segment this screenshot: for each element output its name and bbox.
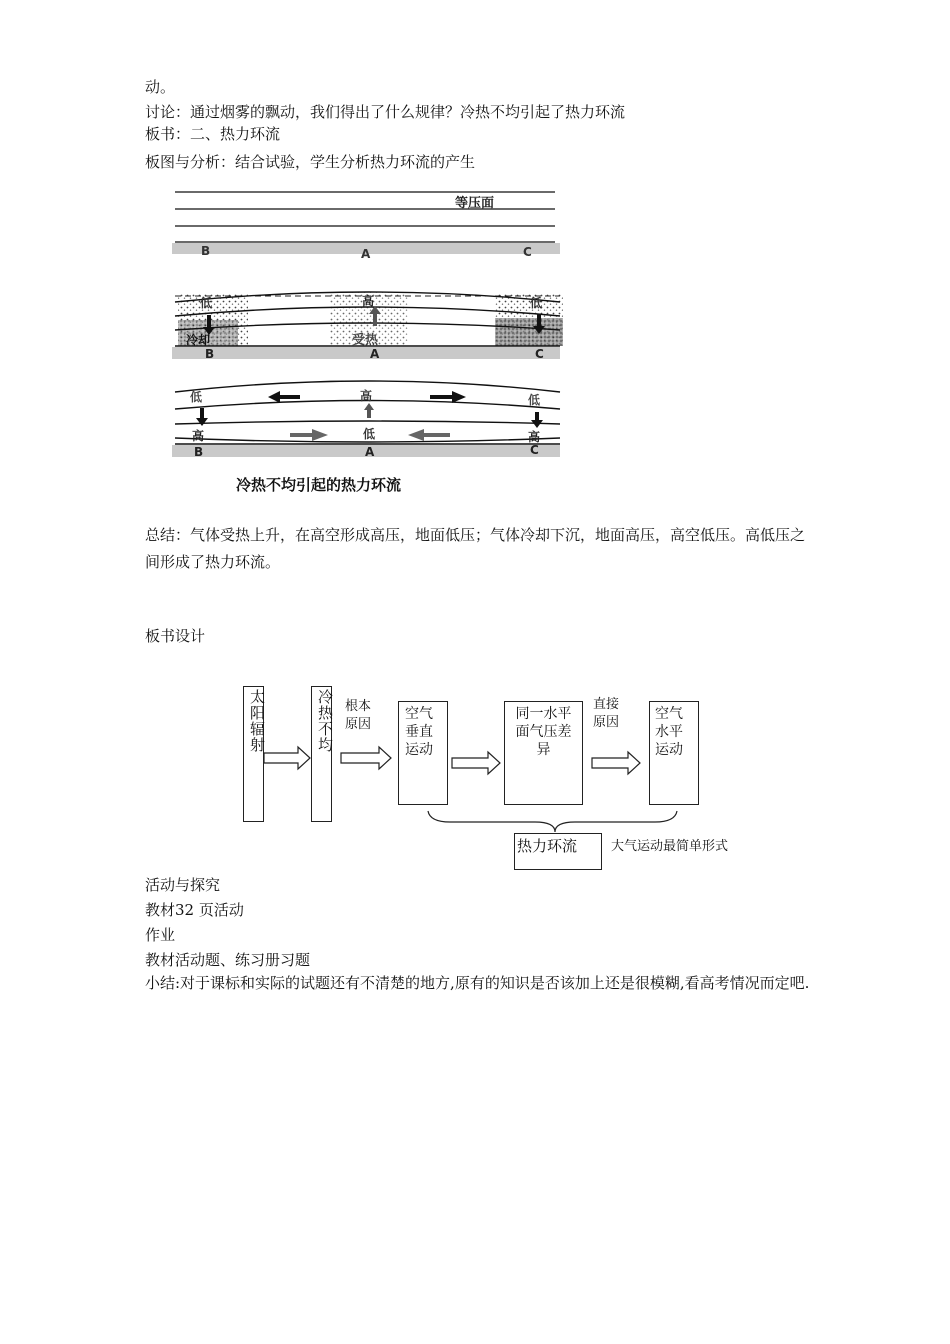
solar-label: 太阳辐射 bbox=[248, 689, 266, 753]
box-solar-radiation bbox=[243, 686, 264, 822]
label-A-3: A bbox=[365, 445, 375, 459]
label-B-1: B bbox=[201, 244, 211, 258]
label-low-C-3: 低 bbox=[528, 393, 541, 407]
summary-text: 总结：气体受热上升，在高空形成高压，地面低压；气体冷却下沉，地面高压，高空低压。高低压之间形成了热力环流。 bbox=[145, 526, 806, 571]
box-pressure-difference bbox=[504, 701, 583, 805]
label-C-2: C bbox=[535, 347, 544, 361]
box-thermal-circulation bbox=[514, 833, 602, 870]
horizontal-label: 空气水平运动 bbox=[655, 706, 683, 758]
label-B-2: B bbox=[205, 347, 215, 361]
label-B-3: B bbox=[194, 445, 204, 459]
label-C-1: C bbox=[523, 245, 532, 259]
isobar-label: 等压面 bbox=[455, 196, 495, 211]
activity-heading: 活动与探究 bbox=[145, 876, 221, 894]
label-high-B-3: 高 bbox=[192, 429, 205, 443]
label-A-2: A bbox=[370, 347, 380, 361]
label-low-B-3: 低 bbox=[190, 390, 203, 404]
box-uneven-heating bbox=[311, 686, 332, 822]
figure-caption: 冷热不均引起的热力环流 bbox=[236, 476, 402, 494]
label-high-C-3: 高 bbox=[528, 430, 541, 444]
label-low-C-2: 低 bbox=[530, 296, 543, 310]
label-high-A-2: 高 bbox=[362, 294, 375, 308]
label-low-A-3: 低 bbox=[363, 427, 376, 441]
label-C-3: C bbox=[530, 443, 539, 457]
text-line-2: 讨论：通过烟雾的飘动，我们得出了什么规律？冷热不均引起了热力环流 bbox=[145, 103, 626, 121]
root-cause-label: 根本原因 bbox=[345, 699, 372, 732]
vertical-label: 空气垂直运动 bbox=[405, 706, 433, 758]
direct-cause-label: 直接原因 bbox=[593, 697, 620, 730]
text-line-1: 动。 bbox=[145, 78, 176, 96]
circulation-label: 热力环流 bbox=[517, 837, 578, 855]
label-A-1: A bbox=[361, 247, 371, 261]
text-line-3: 板书：二、热力环流 bbox=[145, 125, 281, 143]
label-high-A-3: 高 bbox=[360, 389, 373, 403]
homework-reference: 教材活动题、练习册习题 bbox=[145, 951, 311, 969]
uneven-label: 冷热不均 bbox=[316, 689, 334, 753]
label-heat: 受热 bbox=[352, 333, 379, 348]
activity-reference: 教材32 页活动 bbox=[145, 901, 244, 919]
conclusion-text: 小结:对于课标和实际的试题还有不清楚的地方,原有的知识是否该加上还是很模糊,看高考情况而定吧. bbox=[145, 974, 810, 992]
box-horizontal-motion bbox=[649, 701, 699, 805]
label-cool: 冷却 bbox=[186, 333, 211, 347]
label-low-B-2: 低 bbox=[200, 296, 213, 310]
homework-heading: 作业 bbox=[145, 926, 176, 944]
design-title: 板书设计 bbox=[145, 627, 206, 645]
box-vertical-motion bbox=[398, 701, 448, 805]
text-line-4: 板图与分析：结合试验，学生分析热力环流的产生 bbox=[145, 153, 476, 171]
pressure-diff-label: 同一水平面气压差异 bbox=[515, 706, 572, 758]
simplest-form-label: 大气运动最简单形式 bbox=[611, 839, 729, 854]
